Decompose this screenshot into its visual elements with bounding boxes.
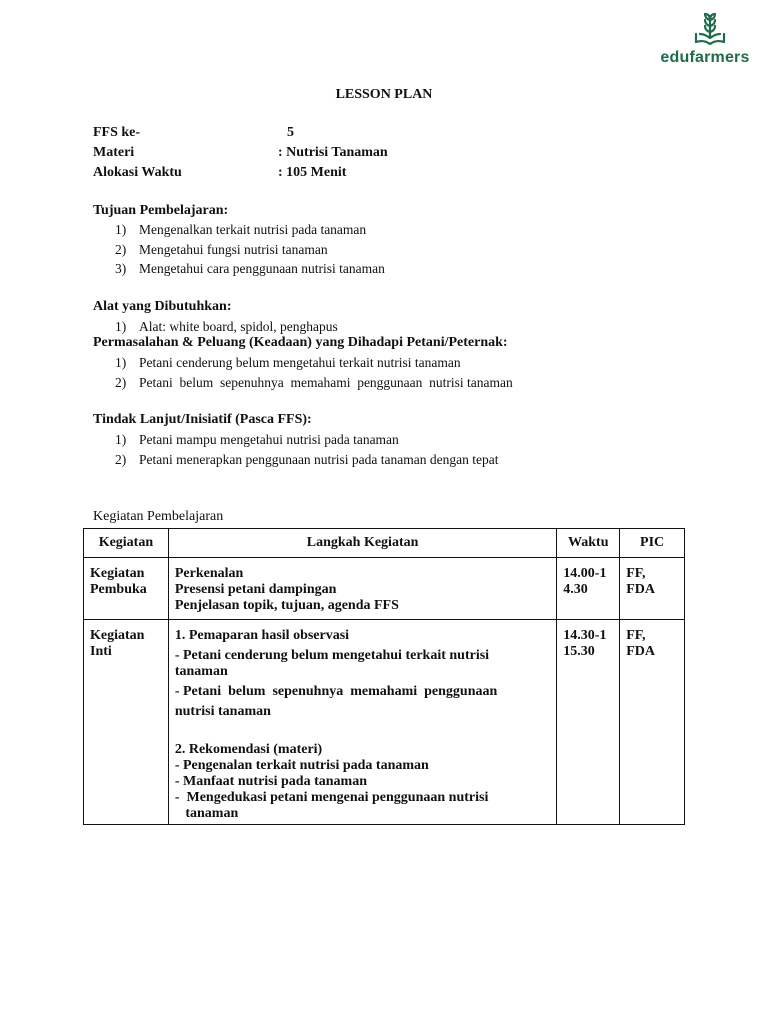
list-item: 2) Petani belum sepenuhnya memahami penggunaan nutrisi tanaman <box>115 375 513 390</box>
cell-pic: FF, FDA <box>620 620 685 825</box>
materi-label: Materi <box>93 145 135 160</box>
list-item: 1) Alat: white board, spidol, penghapus <box>115 319 338 334</box>
tindak-heading: Tindak Lanjut/Inisiatif (Pasca FFS): <box>93 412 312 427</box>
table-header-row <box>84 529 685 558</box>
edufarmers-logo <box>650 12 760 72</box>
page-title: LESSON PLAN <box>335 87 433 102</box>
header-kegiatan: Kegiatan <box>84 529 169 558</box>
cell-langkah: 1. Pemaparan hasil observasi - Petani cenderung belum mengetahui terkait nutrisi tanaman - Petani belum sepenuhnya memahami penggunaan nutrisi tanaman 2. Rekomendasi (materi) - Pengenalan terkait nutrisi pada tanaman - Manfaat nutrisi pada tanaman - Mengedukasi petani mengenai penggunaan nutrisi tanaman <box>168 620 556 825</box>
table-row <box>84 620 685 825</box>
ffs-label: FFS ke- <box>93 125 141 140</box>
cell-langkah: Perkenalan Presensi petani dampingan Penjelasan topik, tujuan, agenda FFS <box>168 558 556 620</box>
waktu-label: Alokasi Waktu <box>93 165 182 180</box>
materi-value: : Nutrisi Tanaman <box>278 145 388 160</box>
header-pic: PIC <box>620 529 685 558</box>
header-langkah: Langkah Kegiatan <box>168 529 556 558</box>
cell-kegiatan: Kegiatan Pembuka <box>84 558 169 620</box>
cell-waktu: 14.30-1 15.30 <box>557 620 620 825</box>
cell-waktu: 14.00-1 4.30 <box>557 558 620 620</box>
cell-kegiatan: Kegiatan Inti <box>84 620 169 825</box>
ffs-value: 5 <box>287 125 294 140</box>
alat-heading: Alat yang Dibutuhkan: <box>93 299 232 314</box>
list-item: 1) Petani cenderung belum mengetahui terkait nutrisi tanaman <box>115 355 461 370</box>
list-item: 2) Petani menerapkan penggunaan nutrisi pada tanaman dengan tepat <box>115 452 499 467</box>
list-item: 2) Mengetahui fungsi nutrisi tanaman <box>115 242 328 257</box>
cell-pic: FF, FDA <box>620 558 685 620</box>
table-row <box>84 558 685 620</box>
tujuan-heading: Tujuan Pembelajaran: <box>93 203 229 218</box>
brand-name: edufarmers <box>660 49 750 66</box>
header-waktu: Waktu <box>557 529 620 558</box>
list-item: 3) Mengetahui cara penggunaan nutrisi tanaman <box>115 261 385 276</box>
list-item: 1) Petani mampu mengetahui nutrisi pada tanaman <box>115 432 399 447</box>
wheat-book-icon <box>690 12 730 46</box>
permasalahan-heading: Permasalahan & Peluang (Keadaan) yang Dihadapi Petani/Peternak: <box>93 335 508 350</box>
kegiatan-table <box>83 528 685 825</box>
list-item: 1) Mengenalkan terkait nutrisi pada tanaman <box>115 222 367 237</box>
kegiatan-heading: Kegiatan Pembelajaran <box>93 509 224 524</box>
waktu-value: : 105 Menit <box>278 165 347 180</box>
